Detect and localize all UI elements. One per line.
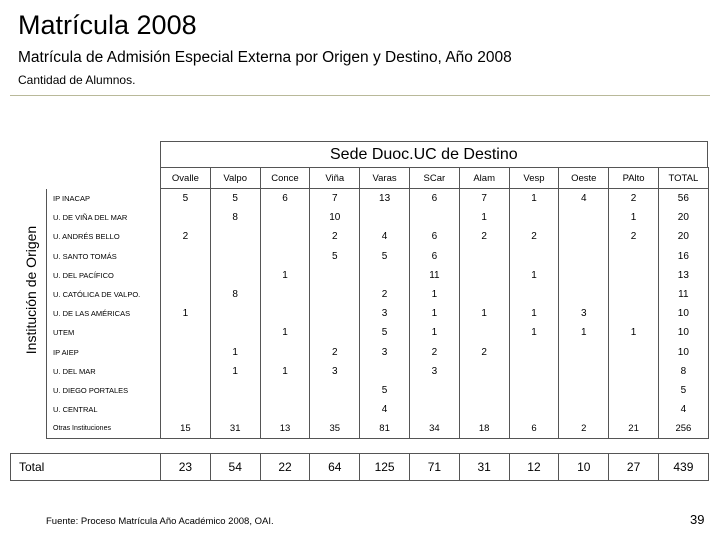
column-header: Ovalle xyxy=(161,168,211,189)
table-cell xyxy=(609,400,659,419)
table-cell xyxy=(459,381,509,400)
table-cell: 1 xyxy=(509,304,559,323)
source-note: Fuente: Proceso Matrícula Año Académico 2008, OAI. xyxy=(46,516,274,527)
table-cell: 4 xyxy=(559,189,609,209)
unit-label: Cantidad de Alumnos. xyxy=(18,73,136,87)
table-cell xyxy=(310,266,360,285)
table-row xyxy=(47,419,709,439)
table-cell xyxy=(210,247,260,266)
table-cell xyxy=(360,208,410,227)
row-label: U. SANTO TOMÁS xyxy=(47,247,161,266)
table-cell: 18 xyxy=(459,419,509,439)
table-cell: 2 xyxy=(310,343,360,362)
table-row xyxy=(47,247,709,266)
table-cell: 6 xyxy=(509,419,559,439)
table-row xyxy=(47,400,709,419)
table-cell xyxy=(509,362,559,381)
origin-axis-label: Institución de Origen xyxy=(23,225,39,355)
enrollment-table xyxy=(46,167,709,439)
table-cell: 5 xyxy=(658,381,708,400)
table-cell: 15 xyxy=(161,419,211,439)
table-cell: 2 xyxy=(310,227,360,246)
table-cell xyxy=(559,343,609,362)
column-header: SCar xyxy=(409,168,459,189)
table-cell: 1 xyxy=(260,266,310,285)
table-cell xyxy=(210,323,260,342)
table-row xyxy=(47,227,709,246)
table-cell xyxy=(409,381,459,400)
title-divider xyxy=(10,95,710,96)
table-cell: 13 xyxy=(260,419,310,439)
table-cell: 11 xyxy=(658,285,708,304)
table-cell xyxy=(260,304,310,323)
table-cell: 1 xyxy=(509,266,559,285)
row-label: U. DE LAS AMÉRICAS xyxy=(47,304,161,323)
table-cell: 3 xyxy=(310,362,360,381)
table-cell xyxy=(161,381,211,400)
table-cell: 1 xyxy=(409,323,459,342)
table-cell xyxy=(509,343,559,362)
table-cell: 8 xyxy=(658,362,708,381)
total-row xyxy=(11,454,709,481)
header-corner xyxy=(47,168,161,189)
row-label: U. CATÓLICA DE VALPO. xyxy=(47,285,161,304)
table-cell: 1 xyxy=(409,285,459,304)
table-cell: 34 xyxy=(409,419,459,439)
total-cell: 71 xyxy=(409,454,459,481)
table-cell: 1 xyxy=(210,362,260,381)
table-cell xyxy=(609,304,659,323)
table-cell: 1 xyxy=(210,343,260,362)
table-cell: 1 xyxy=(260,323,310,342)
row-label: Otras Instituciones xyxy=(47,419,161,439)
column-header: Varas xyxy=(360,168,410,189)
table-cell: 5 xyxy=(360,247,410,266)
row-label: U. DEL PACÍFICO xyxy=(47,266,161,285)
table-row xyxy=(47,323,709,342)
table-cell: 2 xyxy=(509,227,559,246)
table-cell: 5 xyxy=(210,189,260,209)
table-cell xyxy=(260,247,310,266)
table-cell: 4 xyxy=(658,400,708,419)
table-cell xyxy=(210,304,260,323)
table-cell xyxy=(310,323,360,342)
table-cell xyxy=(559,381,609,400)
table-cell xyxy=(161,285,211,304)
table-cell: 1 xyxy=(509,189,559,209)
total-cell: 31 xyxy=(459,454,509,481)
table-cell xyxy=(310,304,360,323)
table-cell: 3 xyxy=(409,362,459,381)
table-cell: 7 xyxy=(310,189,360,209)
total-cell: 27 xyxy=(609,454,659,481)
table-cell: 2 xyxy=(459,227,509,246)
page-title: Matrícula 2008 xyxy=(18,10,197,40)
table-cell xyxy=(260,381,310,400)
table-cell: 3 xyxy=(360,343,410,362)
table-cell: 10 xyxy=(310,208,360,227)
table-cell: 16 xyxy=(658,247,708,266)
table-cell xyxy=(609,247,659,266)
table-cell: 2 xyxy=(559,419,609,439)
column-header: Valpo xyxy=(210,168,260,189)
row-label: U. DIEGO PORTALES xyxy=(47,381,161,400)
total-label: Total xyxy=(11,454,161,481)
table-cell xyxy=(509,285,559,304)
table-cell xyxy=(509,247,559,266)
total-cell: 22 xyxy=(260,454,310,481)
table-row xyxy=(47,304,709,323)
table-cell: 20 xyxy=(658,208,708,227)
table-cell xyxy=(161,266,211,285)
table-cell: 10 xyxy=(658,343,708,362)
table-cell: 5 xyxy=(360,323,410,342)
page-number: 39 xyxy=(690,512,705,527)
table-cell xyxy=(409,400,459,419)
table-cell xyxy=(459,323,509,342)
column-header: PAlto xyxy=(609,168,659,189)
table-cell: 2 xyxy=(459,343,509,362)
table-cell xyxy=(509,208,559,227)
table-cell xyxy=(609,266,659,285)
table-cell xyxy=(609,362,659,381)
table-cell: 5 xyxy=(310,247,360,266)
table-cell: 81 xyxy=(360,419,410,439)
table-cell: 1 xyxy=(459,304,509,323)
total-cell: 10 xyxy=(559,454,609,481)
row-label: U. DEL MAR xyxy=(47,362,161,381)
table-cell: 6 xyxy=(409,227,459,246)
table-cell: 31 xyxy=(210,419,260,439)
table-cell: 7 xyxy=(459,189,509,209)
table-cell xyxy=(161,208,211,227)
table-cell xyxy=(210,400,260,419)
table-cell: 1 xyxy=(609,323,659,342)
table-row xyxy=(47,189,709,209)
row-label: U. CENTRAL xyxy=(47,400,161,419)
table-cell: 4 xyxy=(360,227,410,246)
table-cell xyxy=(260,285,310,304)
table-cell xyxy=(559,247,609,266)
table-cell: 1 xyxy=(260,362,310,381)
table-cell: 2 xyxy=(609,227,659,246)
table-row xyxy=(47,381,709,400)
table-cell: 13 xyxy=(658,266,708,285)
table-cell: 1 xyxy=(161,304,211,323)
row-label: IP AIEP xyxy=(47,343,161,362)
table-cell: 8 xyxy=(210,285,260,304)
table-row xyxy=(47,208,709,227)
total-cell: 125 xyxy=(360,454,410,481)
table-cell xyxy=(459,362,509,381)
table-cell xyxy=(161,400,211,419)
table-cell: 3 xyxy=(360,304,410,323)
table-cell: 6 xyxy=(260,189,310,209)
total-cell: 54 xyxy=(210,454,260,481)
column-header: Oeste xyxy=(559,168,609,189)
table-cell: 56 xyxy=(658,189,708,209)
table-cell xyxy=(459,400,509,419)
page-subtitle: Matrícula de Admisión Especial Externa por Origen y Destino, Año 2008 xyxy=(18,49,512,66)
table-row xyxy=(47,343,709,362)
table-cell xyxy=(459,247,509,266)
table-cell: 8 xyxy=(210,208,260,227)
table-cell: 20 xyxy=(658,227,708,246)
table-cell: 35 xyxy=(310,419,360,439)
table-cell: 2 xyxy=(609,189,659,209)
total-cell: 439 xyxy=(658,454,708,481)
table-cell: 10 xyxy=(658,304,708,323)
column-header-row xyxy=(47,168,709,189)
table-cell: 6 xyxy=(409,247,459,266)
table-cell: 2 xyxy=(161,227,211,246)
table-cell: 1 xyxy=(559,323,609,342)
row-label: IP INACAP xyxy=(47,189,161,209)
table-row xyxy=(47,266,709,285)
table-cell xyxy=(210,227,260,246)
origin-axis-label-wrap xyxy=(18,186,44,394)
table-cell xyxy=(161,343,211,362)
table-cell: 5 xyxy=(360,381,410,400)
table-cell: 21 xyxy=(609,419,659,439)
table-cell xyxy=(609,285,659,304)
table-row xyxy=(47,362,709,381)
table-cell xyxy=(459,285,509,304)
table-cell xyxy=(559,227,609,246)
table-cell xyxy=(210,266,260,285)
table-cell xyxy=(559,285,609,304)
table-cell xyxy=(161,323,211,342)
table-row xyxy=(47,285,709,304)
table-cell xyxy=(310,381,360,400)
table-cell: 2 xyxy=(409,343,459,362)
table-cell xyxy=(459,266,509,285)
table-cell xyxy=(509,400,559,419)
table-cell xyxy=(360,266,410,285)
table-cell: 5 xyxy=(161,189,211,209)
total-cell: 23 xyxy=(161,454,211,481)
table-cell xyxy=(260,343,310,362)
table-cell xyxy=(161,247,211,266)
row-label: U. ANDRÉS BELLO xyxy=(47,227,161,246)
column-header: TOTAL xyxy=(658,168,708,189)
table-cell: 1 xyxy=(409,304,459,323)
table-cell xyxy=(310,285,360,304)
table-cell xyxy=(609,381,659,400)
row-label: UTEM xyxy=(47,323,161,342)
table-cell xyxy=(559,208,609,227)
total-cell: 64 xyxy=(310,454,360,481)
table-cell xyxy=(260,227,310,246)
table-cell: 1 xyxy=(609,208,659,227)
table-cell xyxy=(609,343,659,362)
table-cell xyxy=(310,400,360,419)
table-cell xyxy=(409,208,459,227)
total-table xyxy=(10,453,709,481)
table-cell: 10 xyxy=(658,323,708,342)
table-cell: 3 xyxy=(559,304,609,323)
table-cell: 13 xyxy=(360,189,410,209)
table-cell: 6 xyxy=(409,189,459,209)
column-header: Viña xyxy=(310,168,360,189)
table-cell xyxy=(161,362,211,381)
row-label: U. DE VIÑA DEL MAR xyxy=(47,208,161,227)
column-header: Alam xyxy=(459,168,509,189)
table-cell xyxy=(559,400,609,419)
table-cell xyxy=(360,362,410,381)
table-cell xyxy=(210,381,260,400)
table-cell xyxy=(509,381,559,400)
table-cell xyxy=(260,400,310,419)
column-header: Conce xyxy=(260,168,310,189)
table-cell xyxy=(559,362,609,381)
table-cell: 256 xyxy=(658,419,708,439)
table-cell: 11 xyxy=(409,266,459,285)
table-cell: 1 xyxy=(509,323,559,342)
table-cell xyxy=(260,208,310,227)
total-cell: 12 xyxy=(509,454,559,481)
table-cell: 1 xyxy=(459,208,509,227)
destination-header-title: Sede Duoc.UC de Destino xyxy=(330,146,518,163)
table-cell: 4 xyxy=(360,400,410,419)
table-cell xyxy=(559,266,609,285)
column-header: Vesp xyxy=(509,168,559,189)
table-cell: 2 xyxy=(360,285,410,304)
